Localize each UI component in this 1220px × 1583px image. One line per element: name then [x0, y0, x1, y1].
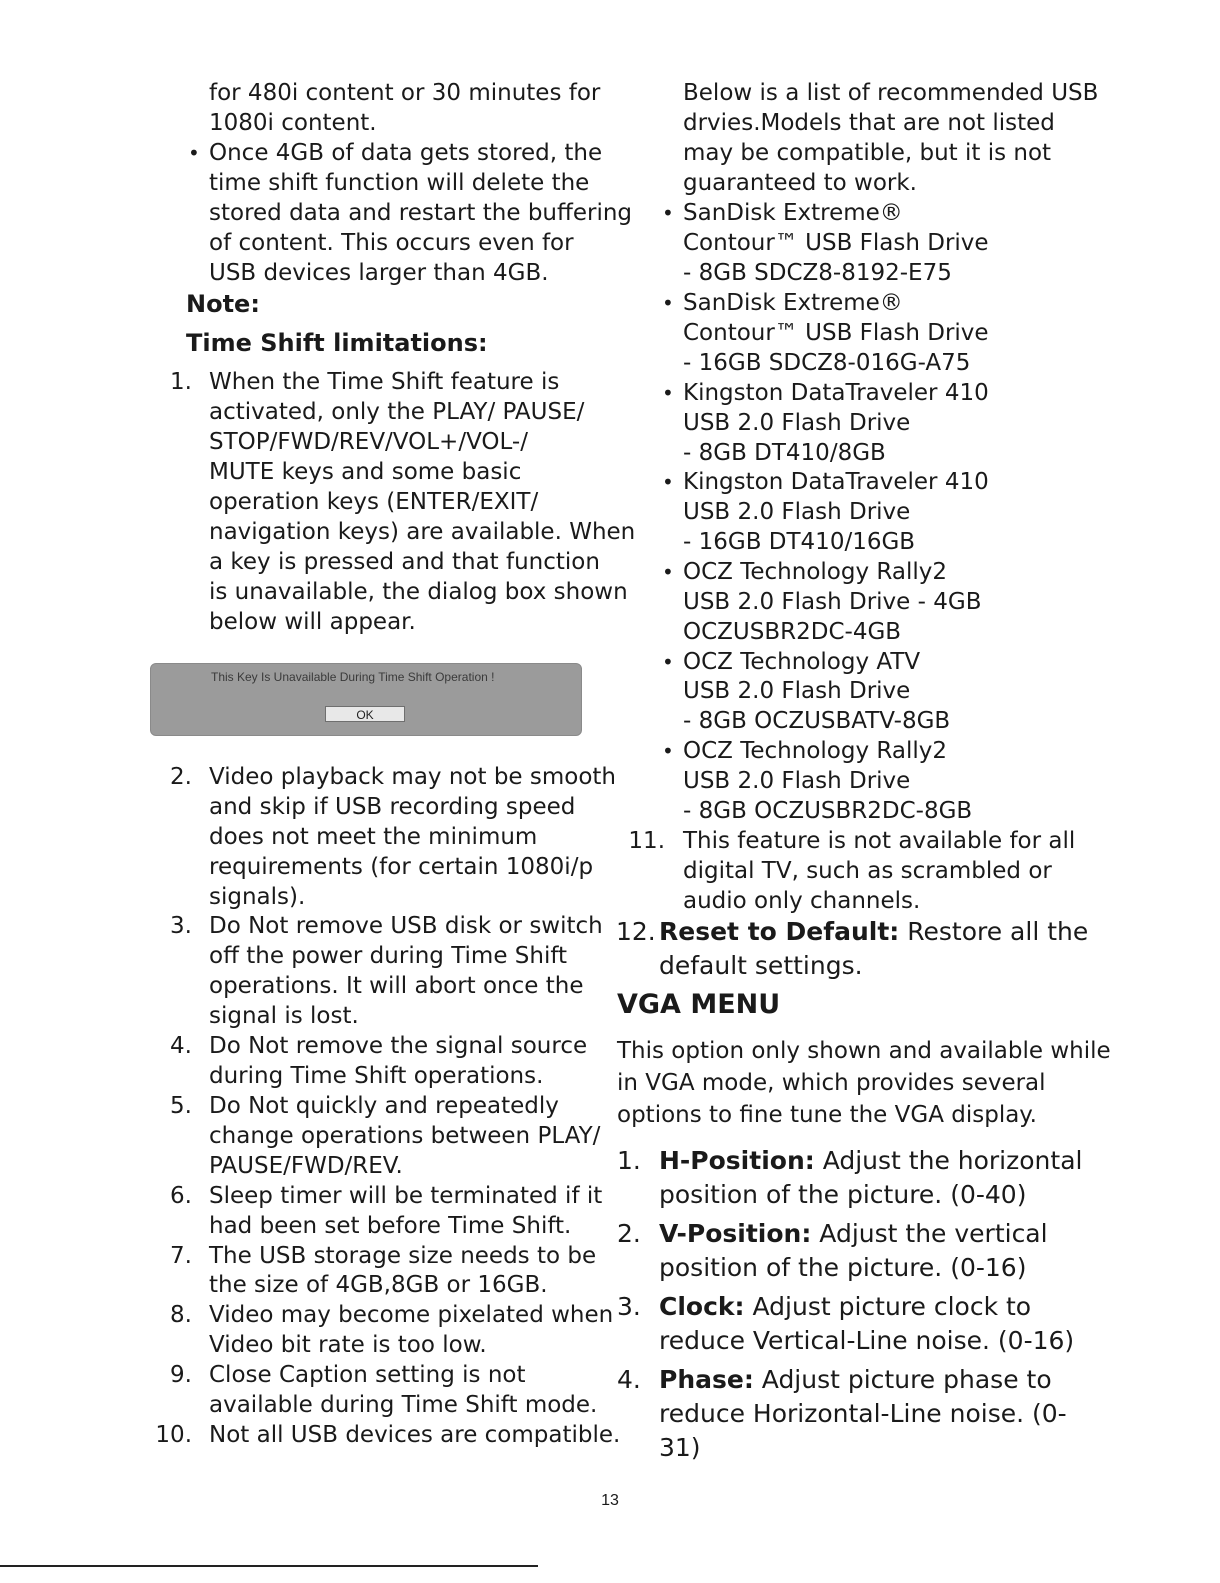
drive-line: Kingston DataTraveler 410 — [683, 380, 989, 406]
item-line: Do Not remove USB disk or switch — [209, 913, 603, 939]
page-number: 13 — [601, 1492, 619, 1509]
bullet-icon: • — [662, 201, 674, 225]
item-number: 12. — [616, 917, 656, 946]
item-line: operations. It will abort once the — [209, 973, 584, 999]
item-line: during Time Shift operations. — [209, 1063, 544, 1089]
footer-rule — [0, 1565, 538, 1567]
vga-item-line — [659, 1217, 1048, 1251]
item-line: the size of 4GB,8GB or 16GB. — [209, 1272, 548, 1298]
intro-line: 1080i content. — [209, 110, 377, 136]
bullet-icon: • — [188, 141, 200, 165]
dialog-ok-button[interactable]: OK — [325, 706, 405, 722]
usb-intro-line: Below is a list of recommended USB — [683, 80, 1099, 106]
item-number: 11. — [628, 828, 665, 854]
item-line: Do Not quickly and repeatedly — [209, 1093, 559, 1119]
limitations-heading: Time Shift limitations: — [186, 329, 488, 357]
bullet-line: Once 4GB of data gets stored, the — [209, 140, 603, 166]
item-line: signals). — [209, 884, 306, 910]
vga-intro-line: This option only shown and available while — [617, 1038, 1111, 1064]
vga-intro-line: options to fine tune the VGA display. — [617, 1102, 1037, 1128]
item-line: digital TV, such as scrambled or — [683, 858, 1052, 884]
drive-line: - 8GB OCZUSBATV-8GB — [683, 708, 951, 734]
dialog-message: This Key Is Unavailable During Time Shift Operation ! — [211, 670, 495, 684]
item-number: 4. — [170, 1033, 192, 1059]
item-number: 8. — [170, 1302, 192, 1328]
item-line: had been set before Time Shift. — [209, 1213, 572, 1239]
item-line: STOP/FWD/REV/VOL+/VOL-/ — [209, 429, 528, 455]
drive-line: OCZ Technology ATV — [683, 649, 921, 675]
vga-item-label: H-Position: — [659, 1146, 815, 1175]
drive-line: - 8GB OCZUSBR2DC-8GB — [683, 798, 973, 824]
drive-line: USB 2.0 Flash Drive — [683, 499, 911, 525]
reset-default-label: Reset to Default: — [659, 917, 900, 946]
item-line: requirements (for certain 1080i/p — [209, 854, 594, 880]
drive-line: OCZUSBR2DC-4GB — [683, 619, 902, 645]
item-line: off the power during Time Shift — [209, 943, 568, 969]
item-line: Close Caption setting is not — [209, 1362, 526, 1388]
bullet-line: USB devices larger than 4GB. — [209, 260, 549, 286]
usb-intro-line: drvies.Models that are not listed — [683, 110, 1055, 136]
item-line: change operations between PLAY/ — [209, 1123, 601, 1149]
item-number: 3. — [617, 1292, 641, 1321]
drive-line: - 8GB DT410/8GB — [683, 440, 886, 466]
item-line: Not all USB devices are compatible. — [209, 1422, 621, 1448]
item-number: 4. — [617, 1365, 641, 1394]
vga-item-line2: position of the picture. (0-40) — [659, 1180, 1027, 1209]
vga-item-desc: Adjust picture phase to — [753, 1365, 1052, 1394]
vga-item-label: Clock: — [659, 1292, 745, 1321]
unavailable-key-dialog — [150, 663, 582, 736]
item-line: Video may become pixelated when — [209, 1302, 614, 1328]
vga-menu-heading: VGA MENU — [617, 989, 781, 1020]
vga-item-line2: reduce Horizontal-Line noise. (0- — [659, 1399, 1067, 1428]
item-number: 2. — [170, 764, 192, 790]
item-number: 1. — [617, 1146, 641, 1175]
item-line: The USB storage size needs to be — [209, 1243, 597, 1269]
item-number: 3. — [170, 913, 192, 939]
vga-item-line — [659, 1290, 1031, 1324]
bullet-icon: • — [662, 560, 674, 584]
bullet-icon: • — [662, 291, 674, 315]
item-line: activated, only the PLAY/ PAUSE/ — [209, 399, 585, 425]
drive-line: - 16GB SDCZ8-016G-A75 — [683, 350, 971, 376]
item-line: is unavailable, the dialog box shown — [209, 579, 628, 605]
item-number: 9. — [170, 1362, 192, 1388]
vga-item-desc: Adjust the vertical — [811, 1219, 1048, 1248]
drive-line: SanDisk Extreme® — [683, 200, 903, 226]
vga-item-line3: 31) — [659, 1433, 701, 1462]
note-heading: Note: — [186, 290, 260, 318]
drive-line: USB 2.0 Flash Drive — [683, 410, 911, 436]
usb-intro-line: guaranteed to work. — [683, 170, 917, 196]
item-line: Do Not remove the signal source — [209, 1033, 588, 1059]
item-line: audio only channels. — [683, 888, 921, 914]
item-number: 7. — [170, 1243, 192, 1269]
item-line: does not meet the minimum — [209, 824, 538, 850]
bullet-icon: • — [662, 650, 674, 674]
bullet-line: stored data and restart the buffering — [209, 200, 633, 226]
usb-intro-line: may be compatible, but it is not — [683, 140, 1052, 166]
item-number: 6. — [170, 1183, 192, 1209]
item-line: This feature is not available for all — [683, 828, 1076, 854]
bullet-line: of content. This occurs even for — [209, 230, 574, 256]
bullet-icon: • — [662, 739, 674, 763]
item-line: PAUSE/FWD/REV. — [209, 1153, 403, 1179]
vga-item-desc: Adjust the horizontal — [814, 1146, 1083, 1175]
item-line: navigation keys) are available. When — [209, 519, 636, 545]
drive-line: Contour™ USB Flash Drive — [683, 230, 989, 256]
drive-line: OCZ Technology Rally2 — [683, 738, 947, 764]
item-line: When the Time Shift feature is — [209, 369, 560, 395]
item-line: MUTE keys and some basic — [209, 459, 522, 485]
reset-default-line2: default settings. — [659, 951, 863, 980]
drive-line: USB 2.0 Flash Drive — [683, 678, 911, 704]
bullet-icon: • — [662, 470, 674, 494]
vga-item-line2: reduce Vertical-Line noise. (0-16) — [659, 1326, 1075, 1355]
vga-item-line2: position of the picture. (0-16) — [659, 1253, 1027, 1282]
drive-line: - 8GB SDCZ8-8192-E75 — [683, 260, 952, 286]
drive-line: USB 2.0 Flash Drive - 4GB — [683, 589, 982, 615]
item-line: and skip if USB recording speed — [209, 794, 576, 820]
item-number: 1. — [170, 369, 192, 395]
vga-item-label: Phase: — [659, 1365, 754, 1394]
reset-default-desc: Restore all the — [899, 917, 1089, 946]
drive-line: SanDisk Extreme® — [683, 290, 903, 316]
vga-item-label: V-Position: — [659, 1219, 812, 1248]
item-line: a key is pressed and that function — [209, 549, 600, 575]
drive-line: OCZ Technology Rally2 — [683, 559, 947, 585]
item-line: available during Time Shift mode. — [209, 1392, 598, 1418]
drive-line: Kingston DataTraveler 410 — [683, 469, 989, 495]
reset-default-line — [659, 915, 1088, 949]
drive-line: - 16GB DT410/16GB — [683, 529, 916, 555]
vga-intro-line: in VGA mode, which provides several — [617, 1070, 1046, 1096]
item-line: Sleep timer will be terminated if it — [209, 1183, 603, 1209]
vga-item-desc: Adjust picture clock to — [744, 1292, 1032, 1321]
item-line: Video bit rate is too low. — [209, 1332, 487, 1358]
item-number: 5. — [170, 1093, 192, 1119]
item-line: signal is lost. — [209, 1003, 359, 1029]
bullet-icon: • — [662, 381, 674, 405]
drive-line: Contour™ USB Flash Drive — [683, 320, 989, 346]
item-line: Video playback may not be smooth — [209, 764, 617, 790]
item-line: operation keys (ENTER/EXIT/ — [209, 489, 539, 515]
vga-item-line — [659, 1144, 1082, 1178]
intro-line: for 480i content or 30 minutes for — [209, 80, 601, 106]
drive-line: USB 2.0 Flash Drive — [683, 768, 911, 794]
item-line: below will appear. — [209, 609, 416, 635]
vga-item-line — [659, 1363, 1052, 1397]
item-number: 2. — [617, 1219, 641, 1248]
bullet-line: time shift function will delete the — [209, 170, 590, 196]
item-number: 10. — [155, 1422, 192, 1448]
